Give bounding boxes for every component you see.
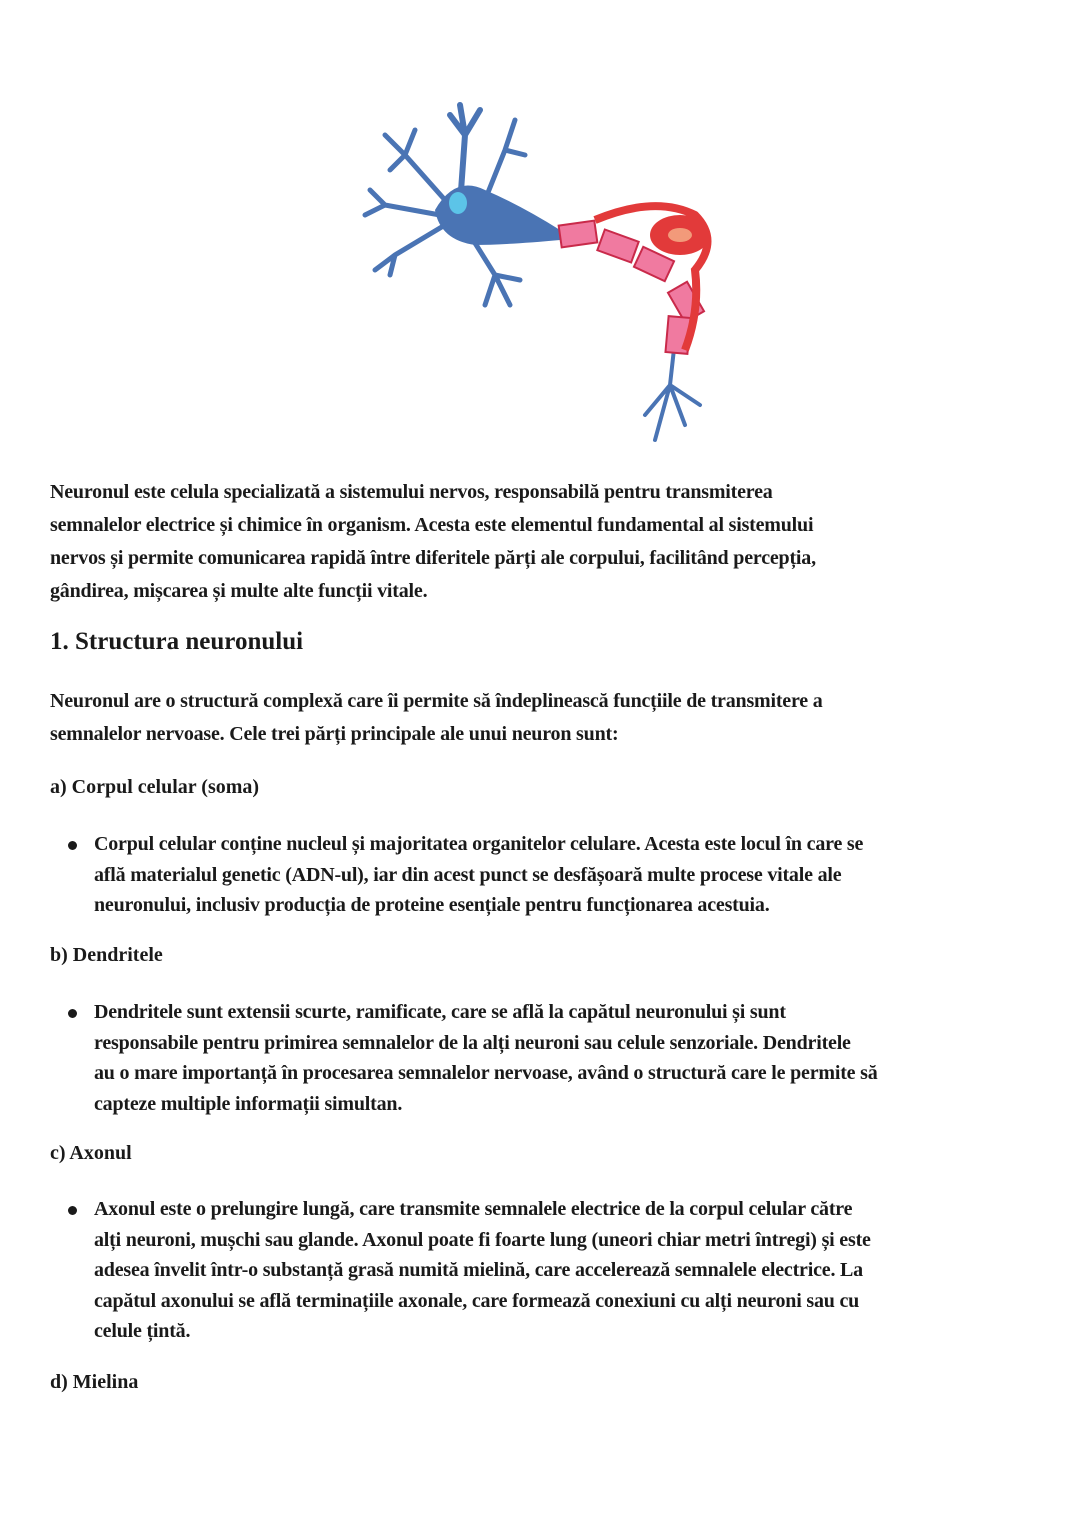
text-line: Corpul celular conține nucleul și majoritatea organitelor celulare. Acesta este locul în care se	[94, 833, 864, 855]
bullet-icon	[68, 1206, 77, 1215]
text-line: capteze multiple informații simultan.	[94, 1092, 403, 1115]
intro-paragraph	[50, 476, 816, 608]
nucleus-icon	[449, 192, 467, 214]
text-line: Neuronul are o structură complexă care îi permite să îndeplinească funcțiile de transmitere a	[50, 690, 823, 712]
text-line: adesea învelit într-o substanță grasă numită mielină, care accelerează semnalele electrice. La	[94, 1259, 863, 1281]
text-line: gândirea, mișcarea și multe alte funcții vitale.	[50, 580, 428, 602]
text-line: capătul axonului se află terminațiile axonale, care formează conexiuni cu alți neuroni sau cu	[94, 1289, 860, 1312]
neuron-illustration	[355, 95, 735, 460]
text-line: Neuronul este celula specializată a sistemului nervos, responsabilă pentru transmiterea	[50, 481, 773, 503]
text-line: responsabile pentru primirea semnalelor de la alți neuroni sau celule senzoriale. Dendritele	[94, 1031, 851, 1054]
section-title: 1. Structura neuronului	[50, 628, 304, 655]
text-line: Axonul este o prelungire lungă, care transmite semnalele electrice de la corpul celular către	[94, 1198, 853, 1220]
text-line: află materialul genetic (ADN-ul), iar din acest punct se desfășoară multe procese vitale ale	[94, 863, 842, 886]
text-line: celule țintă.	[94, 1320, 191, 1342]
bullet-icon	[68, 1009, 77, 1018]
text-line: au o mare importanță în procesarea semnalelor nervoase, având o structură care le permite să	[94, 1062, 878, 1084]
bullet-dendrites	[94, 997, 878, 1119]
text-line: alți neuroni, mușchi sau glande. Axonul poate fi foarte lung (uneori chiar metri întregi) și este	[94, 1228, 871, 1251]
subheading-myelin: d) Mielina	[50, 1371, 139, 1393]
bullet-icon	[68, 841, 77, 850]
subheading-axon: c) Axonul	[50, 1142, 132, 1164]
text-line: Dendritele sunt extensii scurte, ramificate, care se află la capătul neuronului și sunt	[94, 1001, 786, 1023]
text-line: nervos și permite comunicarea rapidă între diferitele părți ale corpului, facilitând percepția,	[50, 547, 816, 569]
subheading-soma: a) Corpul celular (soma)	[50, 776, 260, 798]
subheading-dendrites: b) Dendritele	[50, 944, 163, 966]
text-line: semnalelor electrice și chimice în organism. Acesta este elementul fundamental al sistemului	[50, 514, 814, 536]
text-line: semnalelor nervoase. Cele trei părți principale ale unui neuron sunt:	[50, 723, 619, 745]
bullet-axon	[94, 1194, 871, 1347]
section-intro	[50, 685, 823, 751]
text-line: neuronului, inclusiv producția de proteine esențiale pentru funcționarea acestuia.	[94, 894, 770, 916]
bullet-soma	[94, 829, 863, 921]
